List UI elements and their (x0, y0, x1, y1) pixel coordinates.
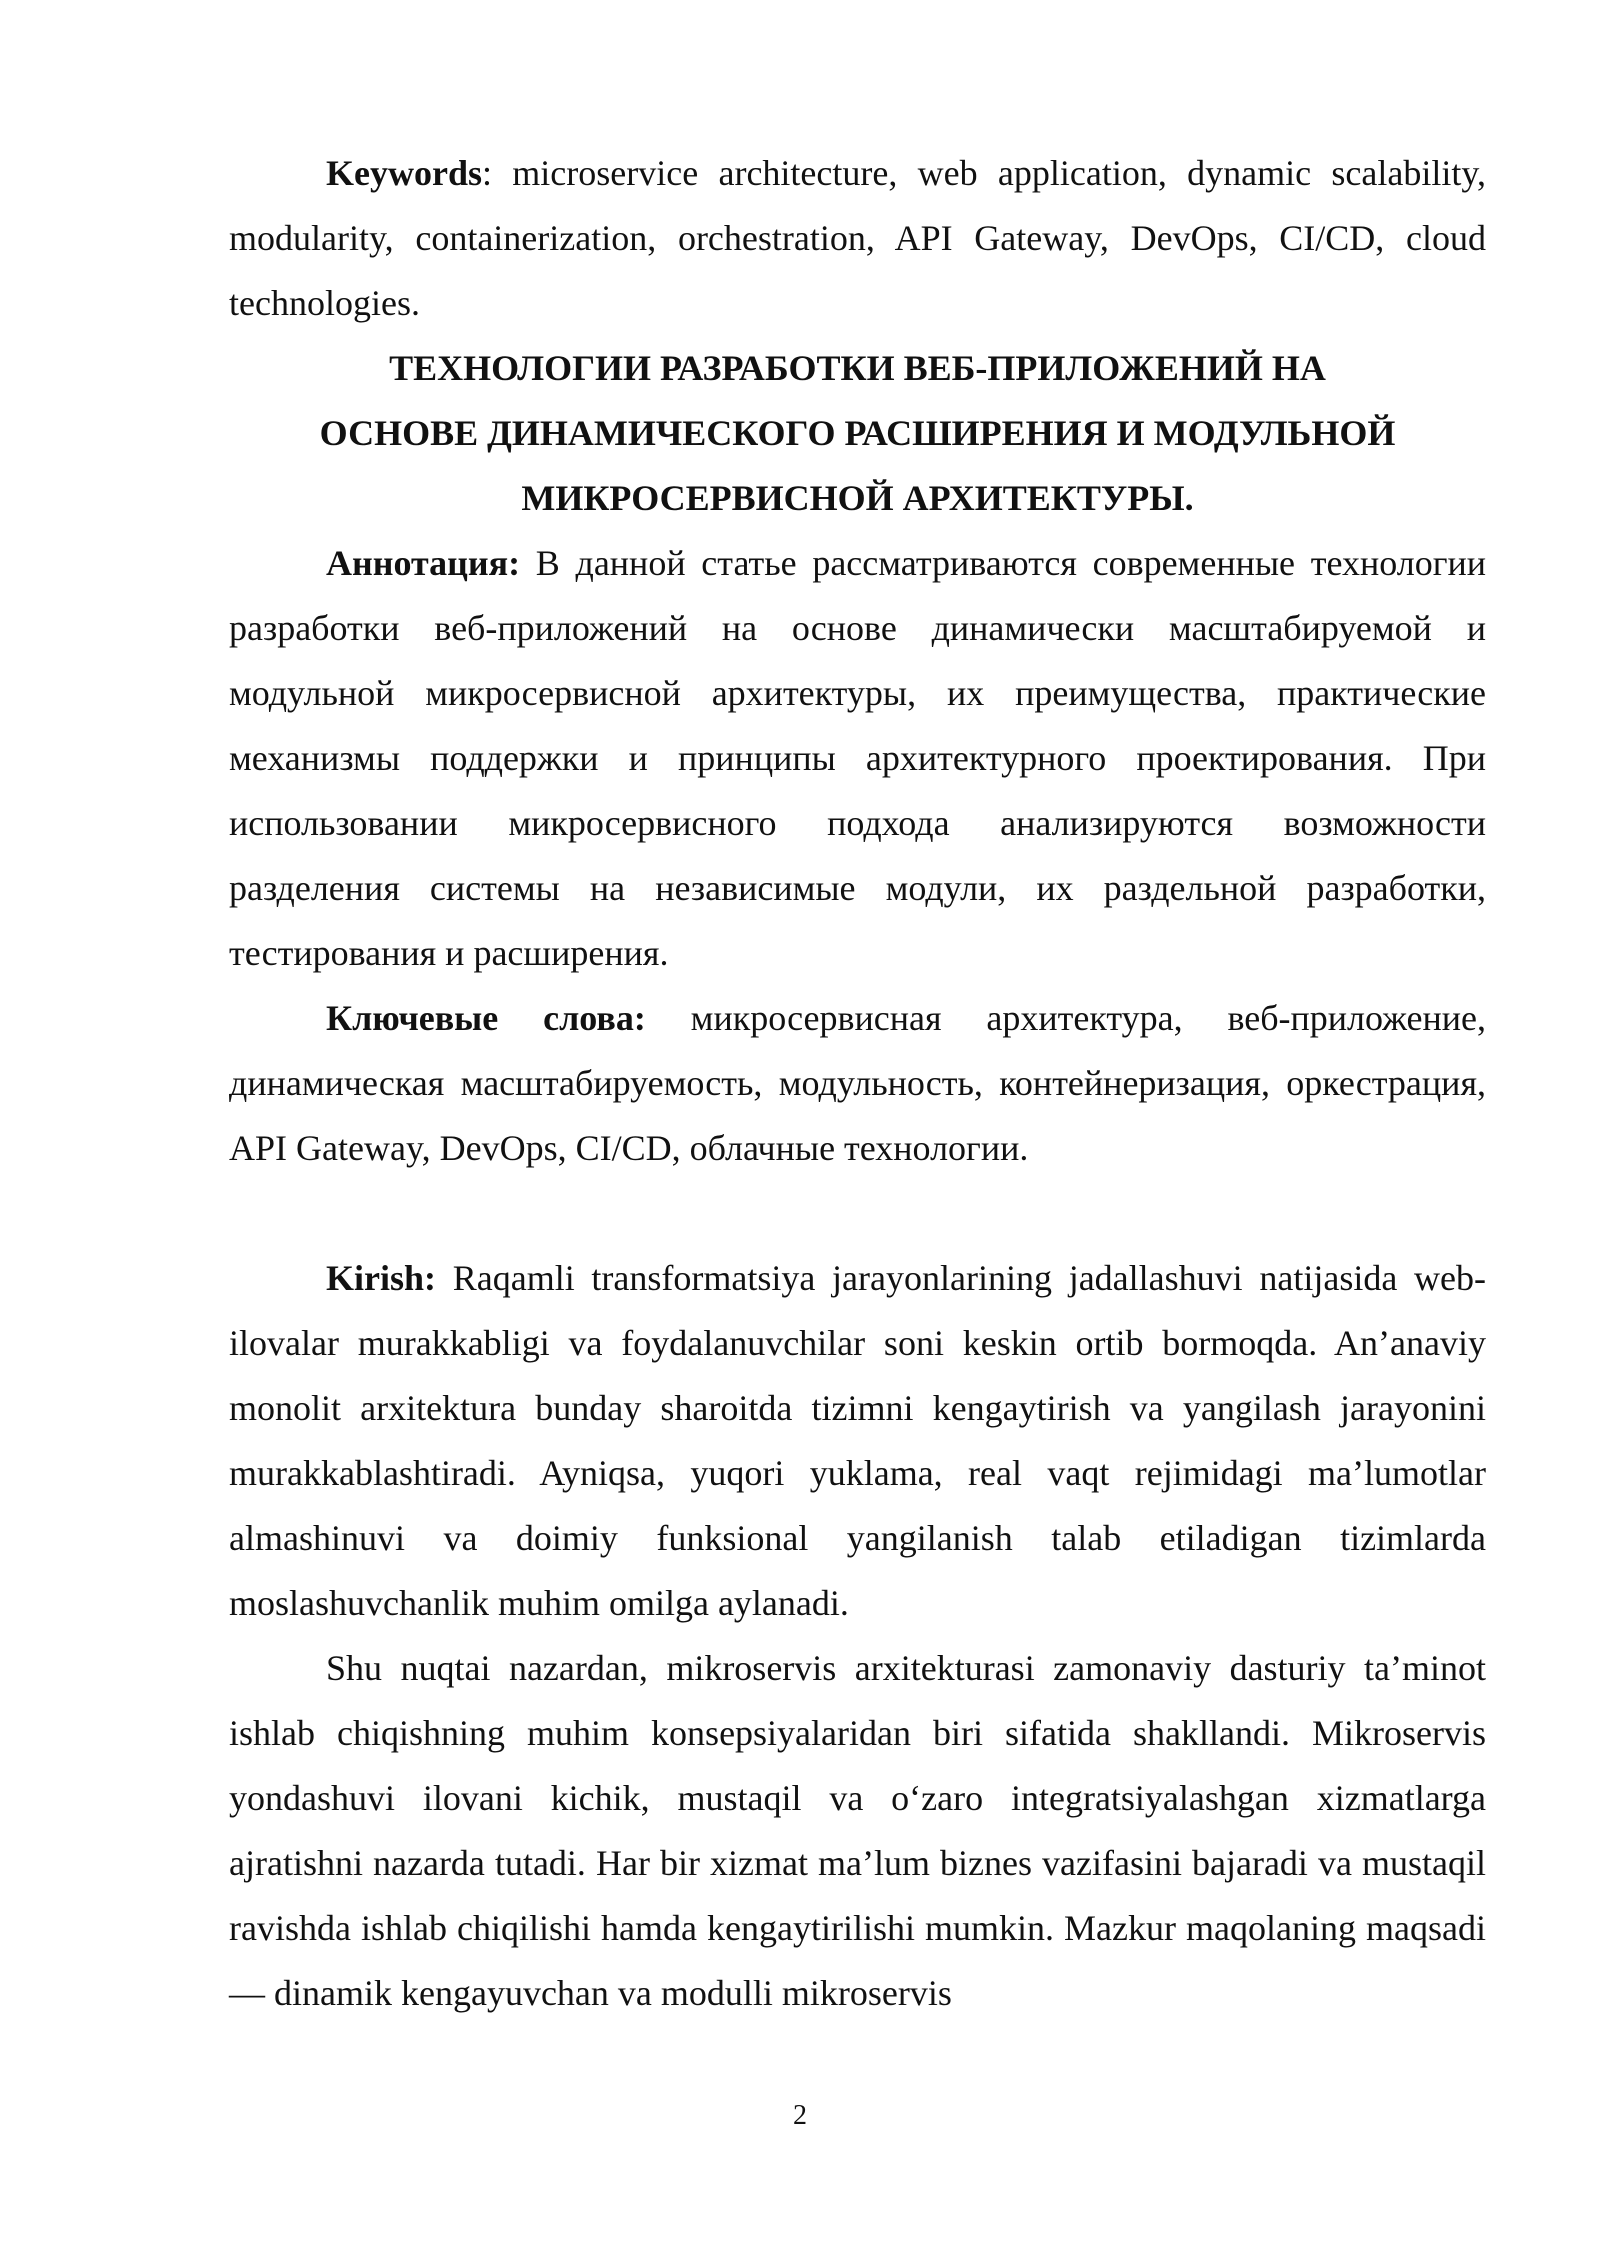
body-paragraph-text: Shu nuqtai nazardan, mikroservis arxitekturasi zamonaviy dasturiy ta’minot ishlab chiqishning muhim konsepsiyalaridan biri sifatida shakllandi. Mikroservis yondashuvi ilovani kichik, mustaqil va o‘zaro integratsiyalashgan xizmatlarga ajratishni nazarda tutadi. Har bir xizmat ma’lum biznes vazifasini bajaradi va mustaqil ravishda ishlab chiqilishi hamda kengaytirilishi mumkin. Mazkur maqolaning maqsadi — dinamik kengayuvchan va modulli mikroservis (229, 1648, 1486, 2013)
introduction-paragraph (229, 1246, 1486, 1636)
russian-title-line-1: ТЕХНОЛОГИИ РАЗРАБОТКИ ВЕБ-ПРИЛОЖЕНИЙ НА (389, 348, 1326, 388)
russian-title-line-2: ОСНОВЕ ДИНАМИЧЕСКОГО РАСШИРЕНИЯ И МОДУЛЬНОЙ (319, 413, 1396, 453)
english-keywords-text: : microservice architecture, web application, dynamic scalability, modularity, containerization, orchestration, API Gateway, DevOps, CI/CD, cloud technologies. (229, 153, 1486, 323)
body-paragraph (229, 1636, 1486, 2026)
introduction-text: Raqamli transformatsiya jarayonlarining jadallashuvi natijasida web-ilovalar murakkabligi va foydalanuvchilar soni keskin ortib bormoqda. An’anaviy monolit arxitektura bunday sharoitda tizimni kengaytirish va yangilash jarayonini murakkablashtiradi. Ayniqsa, yuqori yuklama, real vaqt rejimidagi ma’lumotlar almashinuvi va doimiy funksional yangilanish talab etiladigan tizimlarda moslashuvchanlik muhim omilga aylanadi. (229, 1258, 1486, 1623)
english-keywords-label: Keywords (326, 153, 482, 193)
russian-annotation-text: В данной статье рассматриваются современные технологии разработки веб-приложений на основе динамически масштабируемой и модульной микросервисной архитектуры, их преимущества, практические механизмы поддержки и принципы архитектурного проектирования. При использовании микросервисного подхода анализируются возможности разделения системы на независимые модули, их раздельной разработки, тестирования и расширения. (229, 543, 1486, 973)
page-number: 2 (793, 2100, 807, 2131)
english-keywords-paragraph (229, 141, 1486, 336)
russian-title (229, 336, 1486, 531)
russian-annotation-label: Аннотация: (326, 543, 521, 583)
russian-keywords-label: Ключевые слова: (326, 998, 646, 1038)
introduction-label: Kirish: (326, 1258, 437, 1298)
page-content (229, 141, 1486, 2026)
russian-title-line-3: МИКРОСЕРВИСНОЙ АРХИТЕКТУРЫ. (521, 478, 1194, 518)
russian-annotation-paragraph (229, 531, 1486, 986)
russian-keywords-text: микросервисная архитектура, веб-приложение, динамическая масштабируемость, модульность, контейнеризация, оркестрация, API Gateway, DevOps, CI/CD, облачные технологии. (229, 998, 1486, 1168)
paragraph-spacer (229, 1181, 1486, 1246)
russian-keywords-paragraph (229, 986, 1486, 1181)
